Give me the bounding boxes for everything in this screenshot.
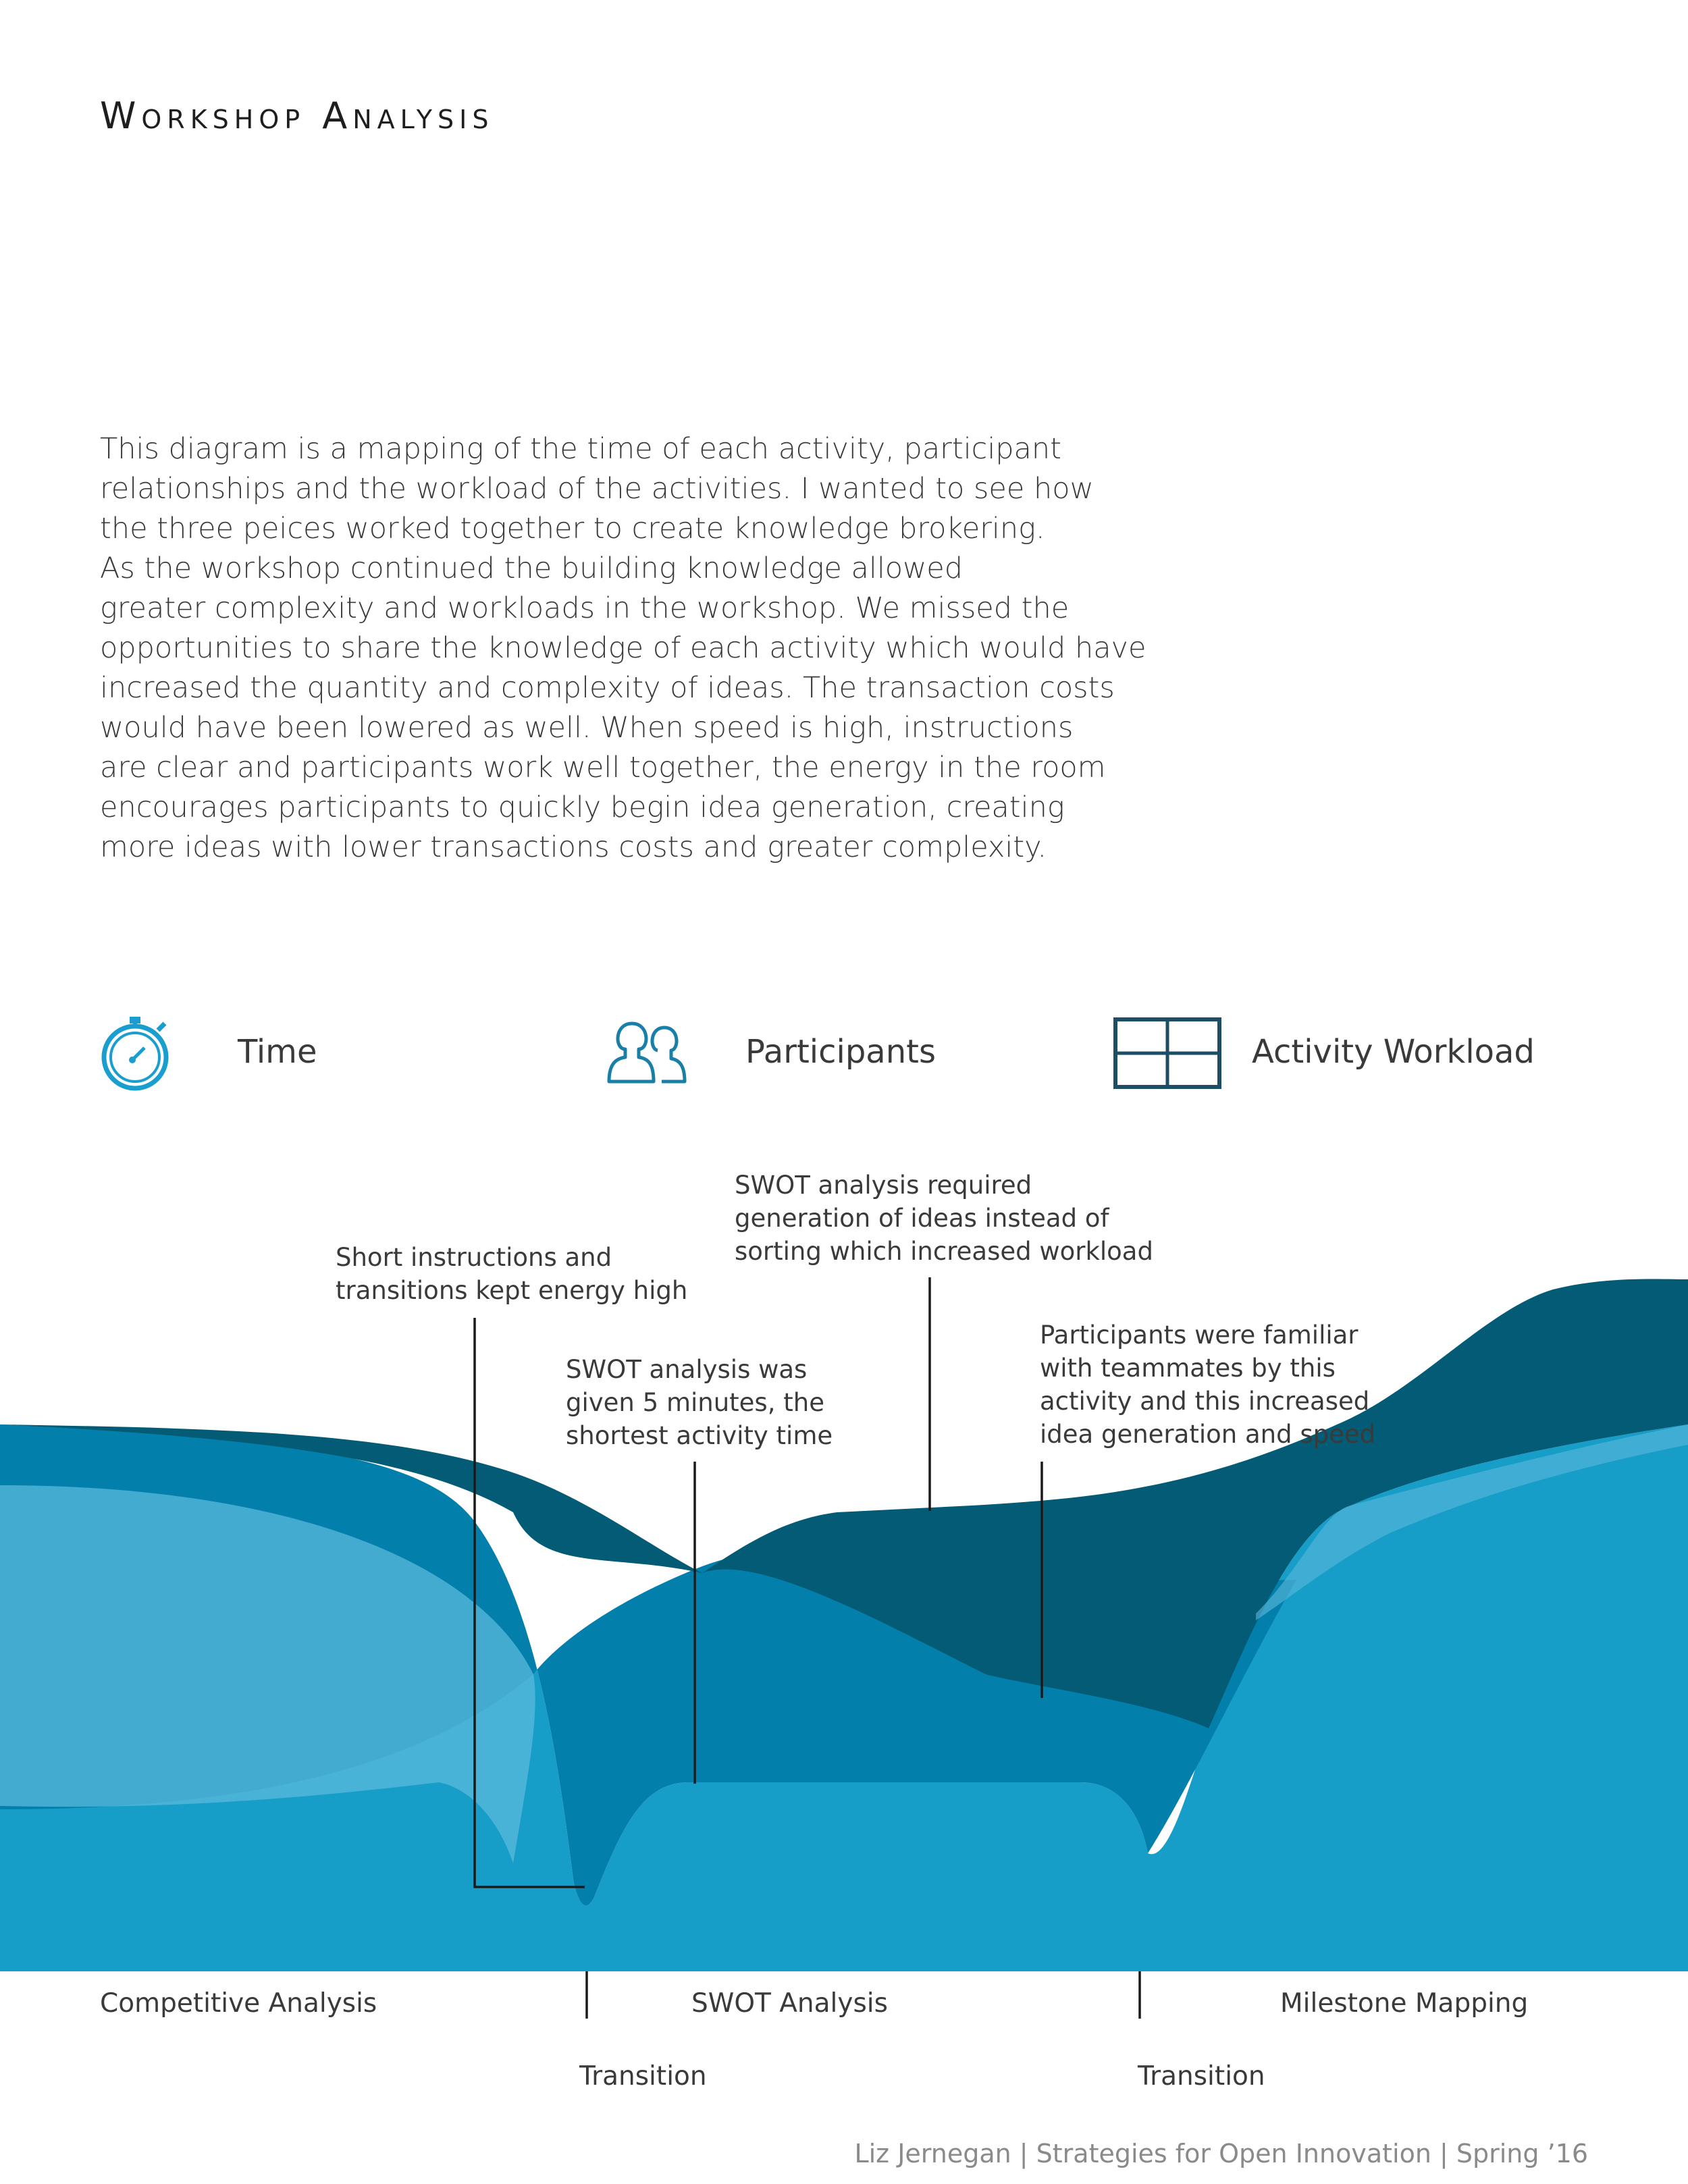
transition-label: Transition	[579, 2061, 707, 2092]
intro-line: This diagram is a mapping of the time of each activity, participant	[100, 432, 1062, 466]
intro-line: increased the quantity and complexity of ideas. The transaction costs	[100, 671, 1115, 705]
intro-line: relationships and the workload of the activities. I wanted to see how	[100, 472, 1094, 506]
intro-line: encourages participants to quickly begin idea generation, creating	[100, 791, 1065, 824]
activity-label-swot-analysis: SWOT Analysis	[691, 1988, 888, 2019]
annotation-line: activity and this increased	[1040, 1387, 1370, 1416]
intro-line: the three peices worked together to create knowledge brokering.	[100, 512, 1045, 545]
legend-participants-label: Participants	[745, 1033, 936, 1071]
intro-line: would have been lowered as well. When speed is high, instructions	[100, 711, 1074, 745]
intro-line: As the workshop continued the building knowledge allowed	[100, 552, 964, 585]
annotation-line: Participants were familiar	[1040, 1321, 1359, 1350]
page-title: Workshop Analysis	[100, 95, 494, 137]
annotation-line: shortest activity time	[566, 1421, 833, 1450]
annotation-line: with teammates by this	[1040, 1354, 1336, 1383]
intro-line: greater complexity and workloads in the workshop. We missed the	[100, 591, 1070, 625]
intro-line: more ideas with lower transactions costs and greater complexity.	[100, 830, 1047, 864]
annotation-line: SWOT analysis required	[735, 1171, 1032, 1200]
annotation-line: SWOT analysis was	[566, 1355, 808, 1384]
annotation-line: transitions kept energy high	[336, 1276, 688, 1305]
annotation-line: generation of ideas instead of	[735, 1204, 1109, 1233]
annotation-line: given 5 minutes, the	[566, 1388, 824, 1417]
legend-time-label: Time	[238, 1033, 317, 1071]
annotation-line: sorting which increased workload	[735, 1237, 1153, 1266]
annotation-line: Short instructions and	[336, 1243, 612, 1272]
transition-label: Transition	[1138, 2061, 1265, 2092]
legend-workload-label: Activity Workload	[1252, 1033, 1535, 1071]
annotation-swot-workload	[735, 1169, 1153, 1268]
annotation-participants-familiar	[1040, 1319, 1375, 1451]
intro-line: are clear and participants work well together, the energy in the room	[100, 751, 1106, 784]
annotation-swot-time	[566, 1353, 833, 1452]
page-footer: Liz Jernegan | Strategies for Open Innovation | Spring ’16	[854, 2139, 1588, 2168]
intro-line: opportunities to share the knowledge of each activity which would have	[100, 631, 1146, 665]
activity-label-milestone-mapping: Milestone Mapping	[1280, 1988, 1529, 2019]
activity-label-competitive-analysis: Competitive Analysis	[100, 1988, 377, 2019]
annotation-short-instructions	[336, 1241, 687, 1307]
annotation-line: idea generation and speed	[1040, 1420, 1376, 1449]
